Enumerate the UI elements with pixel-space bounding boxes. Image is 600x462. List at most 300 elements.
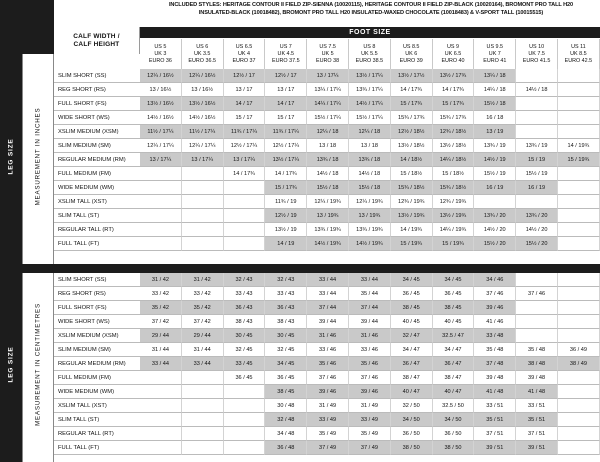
- size-cell: [558, 315, 600, 329]
- size-column-header: [349, 39, 391, 69]
- size-cell: 14½ / 18: [516, 83, 558, 97]
- size-us-label: US 8: [363, 43, 376, 50]
- size-cell: [140, 385, 182, 399]
- size-cell: 14½ / 18: [349, 167, 391, 181]
- size-cell: [516, 301, 558, 315]
- size-cell: 15¾ / 17¾: [391, 111, 433, 125]
- size-cell: [558, 195, 600, 209]
- size-cell: 14 / 18½: [391, 153, 433, 167]
- size-cell: 13¾ / 17¼: [349, 83, 391, 97]
- size-cell: 14 / 19¾: [558, 139, 600, 153]
- size-cell: 39 / 51: [474, 441, 516, 455]
- size-cell: 13½ / 17¼: [349, 69, 391, 83]
- size-cell: [558, 385, 600, 399]
- size-cell: 30 / 45: [265, 329, 307, 343]
- size-cell: 32 / 48: [265, 413, 307, 427]
- size-cell: 34 / 46: [474, 273, 516, 287]
- size-cell: 11½ / 17¼: [182, 125, 224, 139]
- size-cell: 37 / 46: [349, 371, 391, 385]
- size-cell: 12¼ / 18: [349, 125, 391, 139]
- leg-size-row-label: XSLIM MEDIUM (XSM): [54, 125, 140, 139]
- table-row: [54, 153, 600, 167]
- size-cell: [516, 273, 558, 287]
- size-uk-label: UK 8.5: [570, 50, 587, 57]
- size-cell: 35 / 44: [349, 287, 391, 301]
- size-cell: 14 / 17: [265, 97, 307, 111]
- size-cell: 31 / 42: [182, 273, 224, 287]
- size-cell: 35 / 42: [182, 301, 224, 315]
- leg-size-row-label: XSLIM TALL (XST): [54, 195, 140, 209]
- size-cell: 34 / 45: [391, 273, 433, 287]
- size-us-label: US 6.5: [235, 43, 253, 50]
- size-euro-label: EURO 38: [316, 57, 340, 64]
- size-cell: [182, 441, 224, 455]
- size-cell: [558, 209, 600, 223]
- size-cell: 34 / 50: [433, 413, 475, 427]
- size-cell: 13 / 17: [265, 83, 307, 97]
- size-cell: 16 / 19: [516, 181, 558, 195]
- size-cell: 13¾ / 19¾: [307, 223, 349, 237]
- size-cell: [474, 195, 516, 209]
- size-cell: 14¼ / 18: [474, 83, 516, 97]
- size-cell: 36 / 45: [265, 371, 307, 385]
- size-cell: 34 / 45: [265, 357, 307, 371]
- size-cell: 11¾ / 17¼: [224, 125, 266, 139]
- size-cell: 13¾ / 19¾: [349, 223, 391, 237]
- size-cell: 29 / 44: [140, 329, 182, 343]
- size-cell: 13¾ / 18: [307, 153, 349, 167]
- size-euro-label: EURO 41.5: [522, 57, 551, 64]
- size-cell: 13½ / 19¾: [391, 209, 433, 223]
- measurement-centimetres-column: [22, 273, 54, 462]
- leg-size-row-label: SLIM SHORT (SS): [54, 273, 140, 287]
- size-euro-label: EURO 37: [232, 57, 256, 64]
- included-styles-text: [145, 2, 597, 17]
- measurement-centimetres-label: MEASUREMENT IN CENTIMETRES: [34, 303, 42, 426]
- table-row: [54, 315, 600, 329]
- size-cell: [140, 209, 182, 223]
- size-cell: [182, 413, 224, 427]
- size-cell: [140, 371, 182, 385]
- size-cell: 13½ / 18½: [433, 139, 475, 153]
- size-cell: 14 / 17¾: [391, 83, 433, 97]
- size-cell: 36 / 50: [391, 427, 433, 441]
- size-cell: 12¼ / 17¼: [182, 139, 224, 153]
- size-cell: 13½ / 16½: [182, 97, 224, 111]
- size-cell: 35 / 49: [307, 427, 349, 441]
- size-uk-label: UK 5: [321, 50, 334, 57]
- size-cell: 14 / 19: [265, 237, 307, 251]
- size-cell: 14½ / 18: [307, 167, 349, 181]
- table-row: [54, 399, 600, 413]
- size-cell: [516, 329, 558, 343]
- table-row: [54, 301, 600, 315]
- size-cell: 15 / 19: [516, 153, 558, 167]
- measurement-inches-column: [22, 54, 54, 264]
- table-row: [54, 223, 600, 237]
- size-column-header: [307, 39, 349, 69]
- leg-size-row-label: SLIM TALL (ST): [54, 209, 140, 223]
- size-us-label: US 7.5: [319, 43, 336, 50]
- size-cell: 13½ / 19¾: [433, 209, 475, 223]
- table-row: [54, 343, 600, 357]
- size-cell: 12¾ / 19¾: [433, 195, 475, 209]
- size-cell: 14¼ / 17¼: [307, 97, 349, 111]
- size-cell: 29 / 44: [182, 329, 224, 343]
- size-euro-label: EURO 40: [441, 57, 465, 64]
- size-cell: [558, 427, 600, 441]
- size-cell: 16 / 18: [474, 111, 516, 125]
- size-cell: 15 / 17: [224, 111, 266, 125]
- size-cell: 33 / 48: [474, 329, 516, 343]
- size-cell: 15½ / 18: [307, 181, 349, 195]
- size-cell: 13 / 16½: [182, 83, 224, 97]
- table-row: [54, 385, 600, 399]
- leg-size-row-label: FULL SHORT (FS): [54, 301, 140, 315]
- leg-size-row-label: WIDE MEDIUM (WM): [54, 385, 140, 399]
- size-cell: [224, 237, 266, 251]
- size-cell: 34 / 50: [391, 413, 433, 427]
- size-cell: 31 / 44: [140, 343, 182, 357]
- size-cell: 31 / 46: [307, 329, 349, 343]
- size-cell: 33 / 44: [349, 273, 391, 287]
- size-cell: 33 / 46: [349, 343, 391, 357]
- size-cell: 37 / 51: [474, 427, 516, 441]
- size-cell: 37 / 42: [140, 315, 182, 329]
- size-cell: 36 / 47: [391, 357, 433, 371]
- size-cell: 14 / 17¾: [433, 83, 475, 97]
- size-cell: [516, 69, 558, 83]
- size-cell: 40 / 45: [391, 315, 433, 329]
- size-uk-label: UK 7.5: [528, 50, 545, 57]
- size-cell: [182, 385, 224, 399]
- size-column-header: [182, 39, 224, 69]
- size-cell: 14½ / 19¾: [307, 237, 349, 251]
- size-cell: 13 / 17¼: [224, 153, 266, 167]
- size-cell: 37 / 44: [349, 301, 391, 315]
- size-cell: 37 / 46: [516, 287, 558, 301]
- header-corner-block: [0, 0, 54, 54]
- measurement-inches-label: MEASUREMENT IN INCHES: [34, 107, 42, 206]
- size-cell: [224, 399, 266, 413]
- size-cell: [140, 167, 182, 181]
- size-column-header: [516, 39, 558, 69]
- leg-size-row-label: SLIM MEDIUM (SM): [54, 139, 140, 153]
- size-cell: 33 / 44: [140, 357, 182, 371]
- size-cell: 15½ / 18: [349, 181, 391, 195]
- leg-size-row-label: FULL MEDIUM (FM): [54, 167, 140, 181]
- size-cell: 38 / 43: [224, 315, 266, 329]
- size-cell: 12¼ / 16½: [182, 69, 224, 83]
- size-cell: 13¾ / 19: [516, 139, 558, 153]
- size-column-header: [433, 39, 475, 69]
- size-cell: 12½ / 18½: [391, 125, 433, 139]
- size-cell: 37 / 49: [307, 441, 349, 455]
- size-cell: 40 / 47: [433, 385, 475, 399]
- size-cell: [558, 181, 600, 195]
- size-uk-label: UK 7: [488, 50, 501, 57]
- table-row: [54, 97, 600, 111]
- table-row: [54, 83, 600, 97]
- size-cell: 16 / 19: [474, 181, 516, 195]
- leg-size-row-label: SLIM TALL (ST): [54, 413, 140, 427]
- size-cell: 15½ / 20: [474, 237, 516, 251]
- size-cell: 32 / 45: [265, 343, 307, 357]
- size-us-label: US 10: [529, 43, 545, 50]
- size-cell: [224, 209, 266, 223]
- leg-size-row-label: FULL MEDIUM (FM): [54, 371, 140, 385]
- table-row: [54, 125, 600, 139]
- size-cell: 14 / 17: [224, 97, 266, 111]
- size-cell: 36 / 47: [433, 357, 475, 371]
- size-us-label: US 11: [571, 43, 586, 50]
- size-cell: 32 / 43: [224, 273, 266, 287]
- size-cell: 40 / 45: [433, 315, 475, 329]
- size-cell: 34 / 45: [433, 273, 475, 287]
- size-cell: 33 / 42: [140, 287, 182, 301]
- calf-width-height-header: [54, 27, 140, 54]
- size-cell: 35 / 48: [474, 343, 516, 357]
- size-cell: 38 / 45: [433, 301, 475, 315]
- size-cell: 13 / 17¼: [182, 153, 224, 167]
- size-cell: 34 / 47: [433, 343, 475, 357]
- foot-size-header: FOOT SIZE: [140, 27, 600, 38]
- leg-size-row-label: REG SHORT (RS): [54, 83, 140, 97]
- size-cell: 14½ / 19: [474, 153, 516, 167]
- size-cell: 14½ / 20: [516, 223, 558, 237]
- size-cell: [140, 181, 182, 195]
- size-cell: 12½ / 17¼: [224, 139, 266, 153]
- size-cell: 36 / 45: [433, 287, 475, 301]
- size-euro-label: EURO 42.5: [564, 57, 593, 64]
- table-row: [54, 209, 600, 223]
- size-cell: 41 / 48: [474, 385, 516, 399]
- size-cell: 13 / 17: [224, 83, 266, 97]
- size-cell: 33 / 44: [307, 287, 349, 301]
- size-cell: 14½ / 19¾: [349, 237, 391, 251]
- size-cell: [224, 223, 266, 237]
- size-cell: 13 / 17¼: [307, 69, 349, 83]
- size-cell: 13½ / 16½: [140, 97, 182, 111]
- size-column-header: [391, 39, 433, 69]
- size-cell: 15¾ / 17¾: [433, 111, 475, 125]
- size-cell: 13¾ / 19: [474, 139, 516, 153]
- size-cell: 41 / 48: [516, 385, 558, 399]
- size-euro-label: EURO 41: [483, 57, 507, 64]
- leg-size-row-label: REGULAR TALL (RT): [54, 427, 140, 441]
- included-styles-line: INSULATED-BLACK (10018482), BROMONT PRO TALL H20 INSULATED-WAXED CHOCOLATE (10018483) & V-SPORT TALL (10015515): [198, 9, 544, 16]
- size-column-header: [265, 39, 307, 69]
- size-cell: 14 / 17¾: [224, 167, 266, 181]
- size-cell: 13 / 18: [307, 139, 349, 153]
- size-cell: 15½ / 17¼: [349, 111, 391, 125]
- size-cell: 37 / 46: [474, 287, 516, 301]
- size-cell: 12¼ / 19¾: [349, 195, 391, 209]
- size-cell: 15½ / 18: [474, 97, 516, 111]
- size-cell: 13½ / 18½: [391, 139, 433, 153]
- size-cell: [140, 427, 182, 441]
- size-cell: 37 / 49: [349, 441, 391, 455]
- size-cell: 31 / 49: [349, 399, 391, 413]
- size-cell: [558, 237, 600, 251]
- size-uk-label: UK 4.5: [277, 50, 295, 57]
- size-cell: 37 / 42: [182, 315, 224, 329]
- size-cell: 33 / 51: [474, 399, 516, 413]
- leg-size-row-label: WIDE SHORT (WS): [54, 315, 140, 329]
- size-cell: 12¼ / 18: [307, 125, 349, 139]
- leg-size-row-label: WIDE SHORT (WS): [54, 111, 140, 125]
- size-cell: [558, 301, 600, 315]
- size-cell: 32.5 / 50: [433, 399, 475, 413]
- size-cell: 38 / 45: [391, 301, 433, 315]
- size-cell: 12¼ / 16½: [140, 69, 182, 83]
- size-cell: [140, 195, 182, 209]
- table-row: [54, 357, 600, 371]
- size-cell: [558, 371, 600, 385]
- size-cell: 37 / 44: [307, 301, 349, 315]
- size-cell: 38 / 45: [265, 385, 307, 399]
- size-uk-label: UK 3: [154, 50, 167, 57]
- included-styles-line: INCLUDED STYLES: HERITAGE CONTOUR II FIELD ZIP-SIENNA (10020115), HERITAGE CONTOUR II FIELD ZIP-BLACK (10020164), BROMONT PRO TALL H20: [168, 2, 574, 8]
- size-cell: 39 / 46: [307, 385, 349, 399]
- size-cell: 32 / 47: [391, 329, 433, 343]
- size-cell: 39 / 44: [307, 315, 349, 329]
- leg-size-row-label: FULL TALL (FT): [54, 441, 140, 455]
- size-cell: 31 / 42: [140, 273, 182, 287]
- size-cell: 36 / 49: [558, 343, 600, 357]
- size-cell: 33 / 49: [349, 413, 391, 427]
- size-cell: 34 / 48: [265, 427, 307, 441]
- size-cell: 15 / 17¾: [265, 181, 307, 195]
- size-uk-label: UK 6: [405, 50, 418, 57]
- size-cell: 32 / 45: [224, 343, 266, 357]
- size-cell: 31 / 49: [307, 399, 349, 413]
- table-row: [54, 287, 600, 301]
- size-cell: [182, 181, 224, 195]
- size-cell: 33 / 43: [224, 287, 266, 301]
- size-us-label: US 8.5: [402, 43, 420, 50]
- table-row: [54, 195, 600, 209]
- size-cell: [182, 209, 224, 223]
- size-cell: 38 / 49: [558, 357, 600, 371]
- size-cell: 39 / 46: [349, 385, 391, 399]
- size-cell: 15¾ / 18½: [433, 181, 475, 195]
- size-cell: 14½ / 16½: [182, 111, 224, 125]
- size-cell: 14¼ / 18½: [433, 153, 475, 167]
- size-cell: 36 / 43: [265, 301, 307, 315]
- size-cell: 14½ / 16½: [140, 111, 182, 125]
- size-cell: 13 / 19¾: [307, 209, 349, 223]
- size-column-header: [224, 39, 266, 69]
- size-cell: 36 / 45: [391, 287, 433, 301]
- size-cell: [516, 315, 558, 329]
- size-euro-label: EURO 36: [148, 57, 172, 64]
- size-cell: 32.5 / 47: [433, 329, 475, 343]
- size-cell: [558, 223, 600, 237]
- size-uk-label: UK 3.5: [193, 50, 211, 57]
- size-cell: 15 / 17¾: [391, 97, 433, 111]
- size-cell: [558, 399, 600, 413]
- size-cell: 15 / 19¾: [558, 153, 600, 167]
- size-cell: [516, 97, 558, 111]
- size-cell: 13 / 19: [474, 125, 516, 139]
- size-cell: [140, 413, 182, 427]
- size-cell: 13¾ / 20: [474, 209, 516, 223]
- size-cell: 32 / 43: [265, 273, 307, 287]
- size-cell: 39 / 44: [349, 315, 391, 329]
- size-cell: [224, 441, 266, 455]
- size-cell: 38 / 50: [433, 441, 475, 455]
- size-cell: [558, 441, 600, 455]
- size-cell: 36 / 45: [224, 371, 266, 385]
- leg-size-row-label: FULL TALL (FT): [54, 237, 140, 251]
- size-cell: 39 / 48: [474, 371, 516, 385]
- size-cell: 12¼ / 19¾: [307, 195, 349, 209]
- size-cell: [516, 195, 558, 209]
- size-cell: [558, 97, 600, 111]
- size-cell: 35 / 51: [474, 413, 516, 427]
- size-cell: 15 / 18½: [391, 167, 433, 181]
- size-cell: 14¼ / 19¾: [433, 223, 475, 237]
- size-cell: [182, 399, 224, 413]
- size-cell: 15½ / 19: [474, 167, 516, 181]
- size-cell: [182, 195, 224, 209]
- size-cell: 13½ / 19: [265, 223, 307, 237]
- leg-size-row-label: REGULAR MEDIUM (RM): [54, 357, 140, 371]
- size-cell: 35 / 49: [349, 427, 391, 441]
- size-cell: 13¼ / 17¼: [307, 83, 349, 97]
- size-cell: 13 / 18: [349, 139, 391, 153]
- size-cell: 39 / 51: [516, 441, 558, 455]
- size-us-label: US 6: [196, 43, 209, 50]
- leg-size-row-label: XSLIM MEDIUM (XSM): [54, 329, 140, 343]
- size-euro-label: EURO 38.5: [355, 57, 384, 64]
- size-cell: 12¾ / 18½: [433, 125, 475, 139]
- size-cell: [224, 427, 266, 441]
- section-separator: [0, 264, 600, 273]
- leg-size-row-label: SLIM MEDIUM (SM): [54, 343, 140, 357]
- leg-size-block-centimetres: [0, 273, 22, 462]
- size-column-header: [558, 39, 600, 69]
- calf-header-line: CALF WIDTH /: [73, 32, 120, 40]
- size-cell: 35 / 42: [140, 301, 182, 315]
- size-uk-label: UK 4: [238, 50, 250, 57]
- size-cell: [516, 111, 558, 125]
- table-row: [54, 69, 600, 83]
- size-cell: 11½ / 17¼: [140, 125, 182, 139]
- size-cell: 13 / 19¾: [349, 209, 391, 223]
- size-cell: 15 / 17¾: [433, 97, 475, 111]
- size-cell: 31 / 46: [349, 329, 391, 343]
- size-cell: 35 / 46: [307, 357, 349, 371]
- size-cell: 12¼ / 17¼: [140, 139, 182, 153]
- size-us-label: US 7: [279, 43, 292, 50]
- table-row: [54, 371, 600, 385]
- size-cell: [182, 427, 224, 441]
- size-cell: 31 / 44: [182, 343, 224, 357]
- size-cell: 15 / 19¾: [391, 237, 433, 251]
- size-cell: 13 / 17¼: [140, 153, 182, 167]
- leg-size-row-label: FULL SHORT (FS): [54, 97, 140, 111]
- size-cell: 13¾ / 20: [516, 209, 558, 223]
- size-cell: [182, 237, 224, 251]
- size-cell: 33 / 42: [182, 287, 224, 301]
- size-cell: 13½ / 17¼: [265, 153, 307, 167]
- size-cell: [224, 413, 266, 427]
- leg-size-label: LEG SIZE: [7, 346, 15, 383]
- leg-size-row-label: SLIM SHORT (SS): [54, 69, 140, 83]
- size-column-header: [140, 39, 182, 69]
